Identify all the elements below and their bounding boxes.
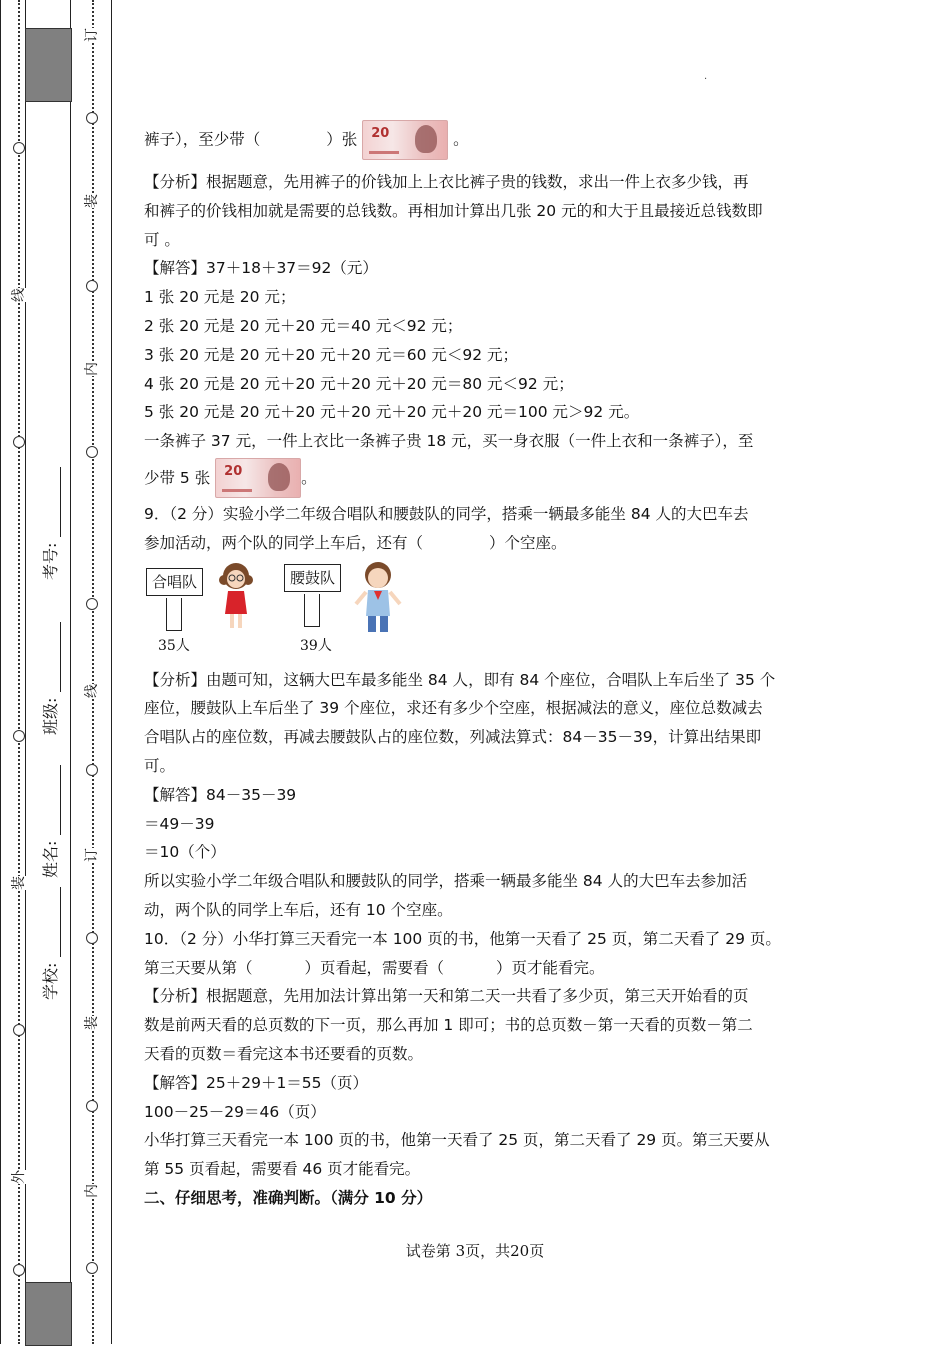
field-school[interactable]: 学校: [38, 887, 61, 1000]
margin-border-line [0, 0, 1, 1344]
margin-char: 订 [84, 848, 100, 862]
q9-analysis: 【分析】由题可知，这辆大巴车最多能坐 84 人，即有 84 个座位，合唱队上车后坐了 35 个 [144, 670, 776, 689]
margin-char: 外 [11, 1170, 27, 1184]
binding-hole [86, 1100, 98, 1112]
binding-hole [13, 1264, 25, 1276]
binding-hole [86, 280, 98, 292]
banknote-20-image: 20 [362, 120, 448, 160]
q8-line: 裤子），至少带（ ）张 20 。 [144, 120, 824, 160]
margin-char: 装 [84, 194, 100, 208]
field-exam-number[interactable]: 考号: [38, 467, 61, 580]
margin-right-line [111, 0, 112, 1344]
sign-pole [166, 598, 182, 631]
margin-char: 线 [84, 684, 100, 698]
margin-char: 内 [84, 1184, 100, 1198]
q10-stem: 第三天要从第（ ）页看起，需要看（ ）页才能看完。 [144, 958, 605, 977]
page-footer: 试卷第 3页，共20页 [405, 1242, 545, 1260]
gray-strip-top [25, 28, 72, 102]
q8-answer: 3 张 20 元是 20 元＋20 元＋20 元＝60 元＜92 元； [144, 345, 519, 364]
field-name[interactable]: 姓名: [38, 765, 61, 878]
binding-hole [13, 1024, 25, 1036]
q9-analysis: 合唱队占的座位数，再减去腰鼓队占的座位数，列减法算式：84－35－39，计算出结果即 [144, 728, 762, 747]
gray-strip-bottom [25, 1282, 72, 1346]
q8-answer: 1 张 20 元是 20 元； [144, 288, 296, 307]
strip-left-line [25, 0, 26, 1344]
q9-stem: 参加活动，两个队的同学上车后，还有（ ）个空座。 [144, 533, 567, 552]
q9-figure [144, 558, 824, 666]
drum-team-count-label: 39人 [300, 637, 332, 654]
boy-illustration [354, 558, 402, 636]
q9-answer: 动，两个队的同学上车后，还有 10 个空座。 [144, 900, 453, 919]
binding-hole [86, 112, 98, 124]
binding-hole [86, 1262, 98, 1274]
q8-answer: 【解答】37＋18＋37＝92（元） [144, 259, 378, 278]
q9-answer: 【解答】84－35－39 [144, 785, 297, 804]
q9-answer: ＝49－39 [144, 814, 215, 833]
binding-hole [13, 142, 25, 154]
binding-hole [86, 446, 98, 458]
q10-answer: 100－25－29＝46（页） [144, 1102, 326, 1121]
margin-char: 内 [84, 362, 100, 376]
q10-answer: 【解答】25＋29＋1＝55（页） [144, 1073, 369, 1092]
binding-hole [86, 598, 98, 610]
q10-analysis: 【分析】根据题意，先用加法计算出第一天和第二天一共看了多少页，第三天开始看的页 [144, 987, 749, 1006]
binding-margin [0, 0, 112, 1344]
drum-team-sign: 腰鼓队 [284, 564, 341, 592]
field-class[interactable]: 班级: [38, 622, 61, 735]
section-2-title: 二、仔细思考，准确判断。（满分 10 分） [144, 1188, 433, 1207]
binding-hole [13, 436, 25, 448]
q8-answer: 5 张 20 元是 20 元＋20 元＋20 元＋20 元＋20 元＝100 元＞92 元。 [144, 403, 640, 422]
sign-pole [304, 594, 320, 627]
q10-answer: 小华打算三天看完一本 100 页的书，他第一天看了 25 页，第二天看了 29 页。第三天要从 [144, 1131, 770, 1150]
q9-analysis: 座位，腰鼓队上车后坐了 39 个座位，求还有多少个空座，根据减法的意义，座位总数减去 [144, 699, 763, 718]
q10-analysis: 数是前两天看的总页数的下一页，那么再加 1 即可；书的总页数－第一天看的页数－第二 [144, 1016, 753, 1035]
banknote-20-image: 20 [215, 458, 301, 498]
binding-hole [86, 932, 98, 944]
q10-stem: 10．（2 分）小华打算三天看完一本 100 页的书，他第一天看了 25 页，第二天看了 29 页。 [144, 929, 781, 948]
binding-hole [86, 764, 98, 776]
margin-char: 订 [84, 28, 100, 42]
q9-stem: 9．（2 分）实验小学二年级合唱队和腰鼓队的同学，搭乘一辆最多能坐 84 人的大巴车去 [144, 504, 749, 523]
q9-answer: ＝10（个） [144, 843, 226, 862]
q8-analysis: 可 。 [144, 230, 180, 249]
margin-char: 装 [11, 876, 27, 890]
q8-answer: 4 张 20 元是 20 元＋20 元＋20 元＋20 元＝80 元＜92 元； [144, 374, 574, 393]
q8-answer: 2 张 20 元是 20 元＋20 元＝40 元＜92 元； [144, 316, 463, 335]
margin-char: 装 [84, 1016, 100, 1030]
page-content [144, 120, 824, 1213]
choir-count-label: 35人 [158, 637, 190, 654]
girl-illustration [216, 558, 256, 634]
q8-analysis: 【分析】根据题意，先用裤子的价钱加上上衣比裤子贵的钱数，求出一件上衣多少钱，再 [144, 173, 749, 191]
scan-speck: · [704, 74, 708, 85]
strip-right-line [70, 0, 71, 1344]
choir-sign: 合唱队 [146, 568, 203, 596]
q10-answer: 第 55 页看起，需要看 46 页才能看完。 [144, 1160, 421, 1179]
q8-answer: 少带 5 张 20 。 [144, 456, 824, 500]
q9-analysis: 可。 [144, 756, 176, 775]
margin-char: 线 [11, 288, 27, 302]
q9-answer: 所以实验小学二年级合唱队和腰鼓队的同学，搭乘一辆最多能坐 84 人的大巴车去参加活 [144, 872, 748, 891]
outer-dotted-line [18, 0, 20, 1344]
binding-hole [13, 730, 25, 742]
q10-analysis: 天看的页数＝看完这本书还要看的页数。 [144, 1044, 424, 1063]
q8-answer: 一条裤子 37 元，一件上衣比一条裤子贵 18 元，买一身衣服（一件上衣和一条裤子），至 [144, 432, 754, 451]
q8-analysis: 和裤子的价钱相加就是需要的总钱数。再相加计算出几张 20 元的和大于且最接近总钱数即 [144, 201, 763, 220]
